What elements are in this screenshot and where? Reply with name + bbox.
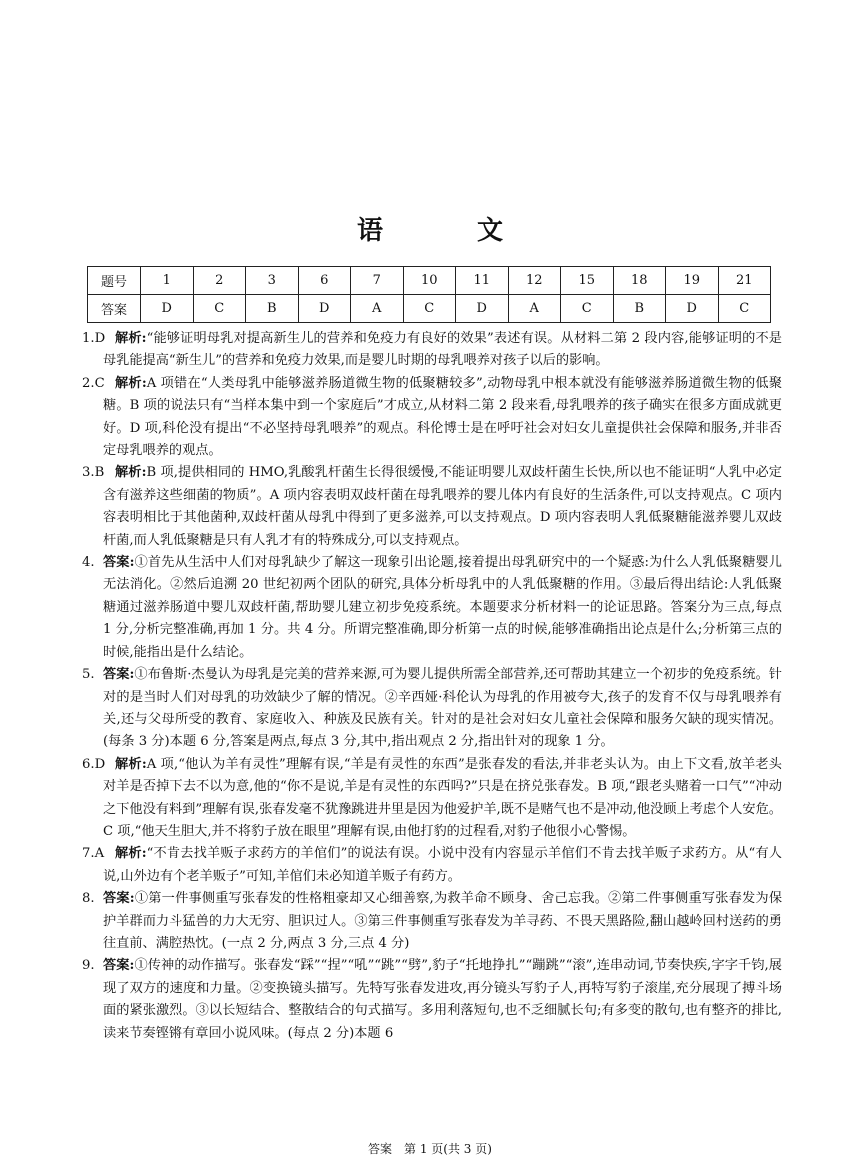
item-number: 8. (82, 891, 95, 907)
explanation-item (82, 888, 782, 955)
explanation-item (82, 843, 782, 888)
answer-cell: D (141, 295, 194, 323)
item-number: 7.A (82, 846, 105, 862)
explanation-item (82, 664, 782, 754)
answer-cell: C (561, 295, 614, 323)
answer-cell: C (193, 295, 246, 323)
explanation-list (82, 328, 782, 1045)
item-label: 解析: (115, 465, 147, 481)
answer-cell: B (613, 295, 666, 323)
item-label: 解析: (115, 375, 147, 391)
item-text: ①传神的动作描写。张春发“踩”“捏”“吼”“跳”“劈”,豹子“托地挣扎”“蹦跳”“滚”,连串动词,节奏快疾,字字千钧,展现了双方的速度和力量。②变换镜头描写。先特写张春发进攻,再分镜头写豹子人,再特写豹子滚崖,充分展现了搏斗场面的紧张激烈。③以长短结合、整散结合的句式描写。多用利落短句,也不乏细腻长句;有多变的散句,也有整齐的排比,读来节奏铿锵有章回小说风味。(每点 2 分)本题 6 (103, 958, 782, 1041)
answer-cell: C (718, 295, 771, 323)
question-number-cell: 7 (351, 267, 404, 295)
explanation-item (82, 462, 782, 552)
item-number: 5. (82, 667, 95, 683)
item-label: 答案: (103, 891, 135, 907)
item-text: A 项,“他认为羊有灵性”理解有误,“羊是有灵性的东西”是张春发的看法,并非老头认为。由上下文看,放羊老头对羊是否掉下去不以为意,他的“你不是说,羊是有灵性的东西吗?”只是在挤兑张春发。B 项,“跟老头赌着一口气”“冲动之下他没有料到”理解有误,张春发毫不犹豫跳进井里是因为他爱护羊,既不是赌气也不是冲动,他没顾上考虑个人安危。C 项,“他天生胆大,并不将豹子放在眼里”理解有误,由他打豹的过程看,对豹子他很小心警惕。 (103, 756, 782, 839)
page-title: 语 文 (356, 216, 537, 246)
item-number: 3.B (82, 465, 105, 481)
question-number-row (88, 267, 771, 295)
item-text: ①第一件事侧重写张春发的性格粗豪却又心细善察,为救羊命不顾身、舍己忘我。②第二件事侧重写张春发为保护羊群而力斗猛兽的力大无穷、胆识过人。③第三件事侧重写张春发为羊寻药、不畏天黑路险,翻山越岭回村送药的勇往直前、满腔热忱。(一点 2 分,两点 3 分,三点 4 分) (103, 891, 783, 951)
item-number: 4. (82, 555, 95, 571)
item-label: 答案: (103, 555, 135, 571)
explanation-item (82, 373, 782, 463)
page-footer: 答案 第 1 页(共 3 页) (368, 1142, 492, 1156)
item-label: 答案: (103, 958, 135, 974)
item-label: 解析: (115, 331, 147, 346)
item-text: ①首先从生活中人们对母乳缺少了解这一现象引出论题,接着提出母乳研究中的一个疑惑:为什么人乳低聚糖婴儿无法消化。②然后追溯 20 世纪初两个团队的研究,具体分析母乳中的人乳低聚糖的作用。③最后得出结论:人乳低聚糖通过滋养肠道中婴儿双歧杆菌,帮助婴儿建立初步免疫系统。本题要求分析材料一的论证思路。答案分为三点,每点 1 分,分析完整准确,再加 1 分。共 4 分。所谓完整准确,即分析第一点的时候,能够准确指出论点是什么;分析第三点的时候,能指出是什么结论。 (103, 555, 782, 660)
question-number-cell: 15 (561, 267, 614, 295)
answer-cell: A (351, 295, 404, 323)
item-number: 6.D (82, 756, 106, 772)
question-number-cell: 18 (613, 267, 666, 295)
answer-table (87, 266, 771, 323)
row-header-question: 题号 (88, 267, 141, 295)
item-label: 解析: (115, 756, 147, 772)
question-number-cell: 11 (456, 267, 509, 295)
item-label: 答案: (103, 667, 135, 683)
answer-cell: D (298, 295, 351, 323)
explanation-item (82, 552, 782, 664)
answer-cell: B (246, 295, 299, 323)
question-number-cell: 3 (246, 267, 299, 295)
explanation-item (82, 754, 782, 844)
question-number-cell: 1 (141, 267, 194, 295)
item-number: 9. (82, 958, 95, 974)
answer-cell: A (508, 295, 561, 323)
question-number-cell: 19 (666, 267, 719, 295)
question-number-cell: 12 (508, 267, 561, 295)
question-number-cell: 6 (298, 267, 351, 295)
item-text: B 项,提供相同的 HMO,乳酸乳杆菌生长得很缓慢,不能证明婴儿双歧杆菌生长快,所以也不能证明“人乳中必定含有滋养这些细菌的物质”。A 项内容表明双歧杆菌在母乳喂养的婴儿体内有良好的生活条件,可以支持观点。C 项内容表明相比于其他菌种,双歧杆菌从母乳中得到了更多滋养,可以支持观点。D 项内容表明人乳低聚糖能滋养婴儿双歧杆菌,而人乳低聚糖是只有人乳才有的特殊成分,可以支持观点。 (103, 465, 782, 548)
question-number-cell: 21 (718, 267, 771, 295)
item-text: “不肯去找羊贩子求药方的羊倌们”的说法有误。小说中没有内容显示羊倌们不肯去找羊贩子求药方。从“有人说,山外边有个老羊贩子”可知,羊倌们未必知道羊贩子有药方。 (103, 846, 782, 884)
question-number-cell: 2 (193, 267, 246, 295)
item-text: “能够证明母乳对提高新生儿的营养和免疫力有良好的效果”表述有误。从材料二第 2 段内容,能够证明的不是母乳能提高“新生儿”的营养和免疫力效果,而是婴儿时期的母乳喂养对孩子以后的影响。 (103, 331, 782, 369)
explanation-item (82, 328, 782, 373)
item-text: A 项错在“人类母乳中能够滋养肠道微生物的低聚糖较多”,动物母乳中根本就没有能够滋养肠道微生物的低聚糖。B 项的说法只有“当样本集中到一个家庭后”才成立,从材料二第 2 段来看,母乳喂养的孩子确实在很多方面成就更好。D 项,科伦没有提出“不必坚持母乳喂养”的观点。科伦博士是在呼吁社会对妇女儿童提供社会保障和服务,并非否定母乳喂养的观点。 (103, 375, 783, 459)
answer-cell: D (456, 295, 509, 323)
item-number: 2.C (82, 375, 105, 391)
answer-row (88, 295, 771, 323)
item-label: 解析: (115, 846, 147, 862)
item-text: ①布鲁斯·杰曼认为母乳是完美的营养来源,可为婴儿提供所需全部营养,还可帮助其建立一个初步的免疫系统。针对的是当时人们对母乳的功效缺少了解的情况。②辛西娅·科伦认为母乳的作用被夸大,孩子的发育不仅与母乳喂养有关,还与父母所受的教育、家庭收入、种族及民族有关。针对的是社会对妇女儿童社会保障和服务欠缺的现实情况。(每条 3 分)本题 6 分,答案是两点,每点 3 分,其中,指出观点 2 分,指出针对的现象 1 分。 (103, 667, 782, 750)
explanation-item (82, 955, 782, 1045)
question-number-cell: 10 (403, 267, 456, 295)
item-number: 1.D (82, 331, 106, 346)
row-header-answer: 答案 (88, 295, 141, 323)
answer-cell: D (666, 295, 719, 323)
answer-cell: C (403, 295, 456, 323)
